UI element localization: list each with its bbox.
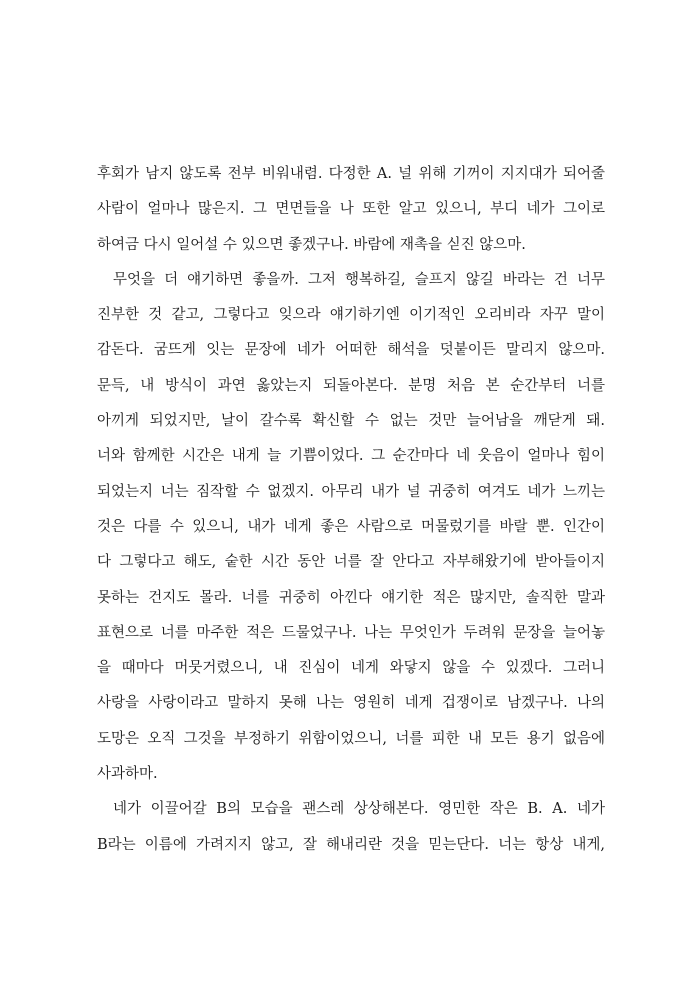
text-line: 아끼게 되었지만, 날이 갈수록 확신할 수 없는 것만 늘어남을 깨닫게 돼. <box>97 413 605 430</box>
text-line: 감돈다. 굼뜨게 잇는 문장에 네가 어떠한 해석을 덧붙이든 말리지 않으마. <box>97 342 605 359</box>
text-line: 못하는 건지도 몰라. 너를 귀중히 아낀다 얘기한 적은 많지만, 솔직한 말과 <box>97 589 605 606</box>
text-line: 네가 이끌어갈 B의 모습을 괜스레 상상해본다. 영민한 작은 B. A. 네가 <box>113 801 605 818</box>
text-line: 것은 다를 수 있으니, 내가 네게 좋은 사람으로 머물렀기를 바랄 뿐. 인간이 <box>97 518 605 535</box>
text-line: 표현으로 너를 마주한 적은 드물었구나. 나는 무엇인가 두려워 문장을 늘어놓 <box>97 624 605 641</box>
text-line: 을 때마다 머뭇거렸으니, 내 진심이 네게 와닿지 않을 수 있겠다. 그러니 <box>97 660 605 677</box>
text-line: 진부한 것 같고, 그렇다고 잊으라 얘기하기엔 이기적인 오리비라 자꾸 말이 <box>97 307 605 324</box>
text-line: 도망은 오직 그것을 부정하기 위함이었으니, 너를 피한 내 모든 용기 없음에 <box>97 730 605 747</box>
text-line: 사람이 얼마나 많은지. 그 면면들을 나 또한 알고 있으니, 부디 네가 그이로 <box>97 201 605 218</box>
text-line: 너와 함께한 시간은 내게 늘 기쁨이었다. 그 순간마다 네 웃음이 얼마나 힘이 <box>97 448 605 465</box>
text-line: 하여금 다시 일어설 수 있으면 좋겠구나. 바람에 재촉을 싣진 않으마. <box>97 236 526 253</box>
text-line: 사랑을 사랑이라고 말하지 못해 나는 영원히 네게 겁쟁이로 남겠구나. 나의 <box>97 695 605 712</box>
text-line: B라는 이름에 가려지지 않고, 잘 해내리란 것을 믿는단다. 너는 항상 내게, <box>97 836 605 853</box>
text-line: 되었는지 너는 짐작할 수 없겠지. 아무리 내가 널 귀중히 여겨도 네가 느끼는 <box>97 483 605 500</box>
text-line: 문득, 내 방식이 과연 옳았는지 되돌아본다. 분명 처음 본 순간부터 너를 <box>97 377 605 394</box>
text-line: 무엇을 더 얘기하면 좋을까. 그저 행복하길, 슬프지 않길 바라는 건 너무 <box>113 271 605 288</box>
text-line: 사과하마. <box>97 766 158 783</box>
text-line: 후회가 남지 않도록 전부 비워내렴. 다정한 A. 널 위해 기꺼이 지지대가 되어줄 <box>97 166 605 182</box>
text-line: 다 그렇다고 해도, 숱한 시간 동안 너를 잘 안다고 자부해왔기에 받아들이지 <box>97 554 605 571</box>
body-text <box>97 157 605 863</box>
